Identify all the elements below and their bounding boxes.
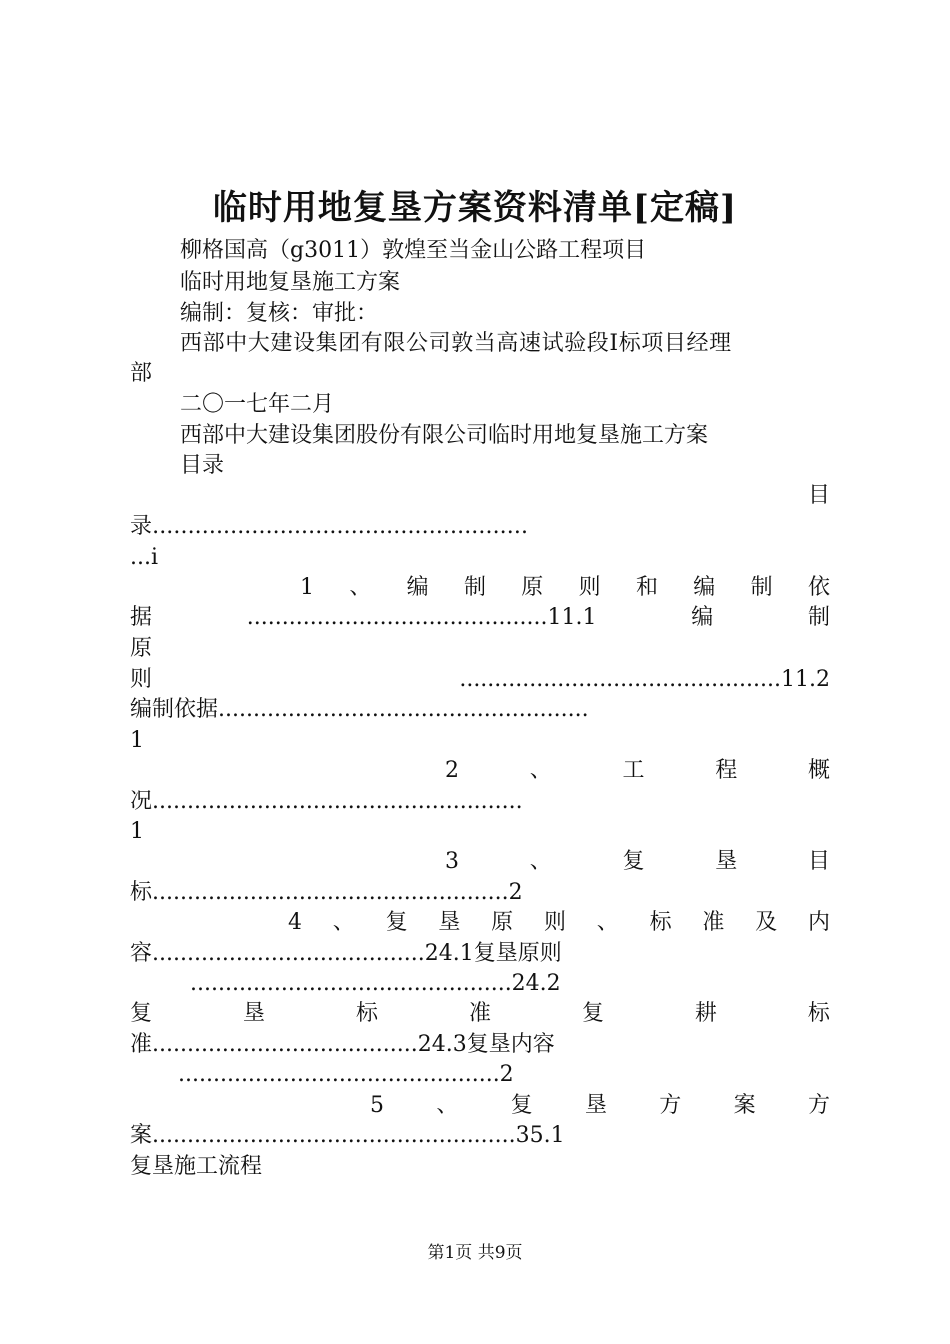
toc-token: 原 <box>491 910 514 935</box>
toc-token: 、 <box>349 575 372 600</box>
toc-entry-5-heading <box>370 1091 830 1121</box>
toc-token: 据 <box>130 605 153 630</box>
date-line: 二〇一七年二月 <box>180 392 335 417</box>
toc-entry-4-3: 准......................................24.3复垦内容 <box>130 1032 555 1057</box>
toc-token: 复 <box>510 1093 533 1118</box>
company-line-continued: 部 <box>130 361 153 386</box>
toc-token: 制 <box>807 605 830 630</box>
toc-token: 1 <box>300 575 314 600</box>
toc-token: 程 <box>715 758 738 783</box>
toc-token: 耕 <box>694 1001 717 1026</box>
toc-entry-1-leader <box>130 603 830 633</box>
toc-entry-3-heading <box>445 847 830 877</box>
toc-token: 标 <box>649 910 672 935</box>
toc-token: 、 <box>596 910 619 935</box>
toc-token: 垦 <box>242 1001 265 1026</box>
page-footer: 第1页 共9页 <box>427 1243 523 1263</box>
toc-token: 和 <box>635 575 658 600</box>
toc-entry-5-leader: 案....................................................35.1 <box>130 1123 565 1148</box>
toc-token: 复 <box>622 849 645 874</box>
approval-line: 编制：复核：审批： <box>180 301 379 326</box>
toc-token: 则 <box>543 910 566 935</box>
toc-token: 3 <box>445 849 459 874</box>
toc-line-6: 原 <box>130 636 153 661</box>
toc-entry-4-2-heading <box>130 999 830 1029</box>
toc-token: 复 <box>385 910 408 935</box>
toc-heading: 目录 <box>180 453 225 478</box>
toc-token: 准 <box>468 1001 491 1026</box>
toc-token: ...........................................11.1 <box>246 605 597 630</box>
toc-token: 、 <box>529 758 552 783</box>
toc-entry-4-3-leader: ..............................................2 <box>178 1062 514 1087</box>
toc-token: 制 <box>463 575 486 600</box>
toc-token: 工 <box>622 758 645 783</box>
toc-entry-1-heading <box>300 573 830 603</box>
toc-token: 垦 <box>584 1093 607 1118</box>
toc-token: 、 <box>332 910 355 935</box>
document-title: 临时用地复垦方案资料清单[定稿] <box>212 188 738 228</box>
toc-token: 案 <box>733 1093 756 1118</box>
toc-entry-2-leader: 况..................................................... <box>130 789 523 814</box>
toc-token: 方 <box>659 1093 682 1118</box>
toc-entry-4-1: 容.......................................24.1复垦原则 <box>130 941 562 966</box>
toc-token: 目 <box>807 849 830 874</box>
toc-line-1: 目 <box>807 483 830 508</box>
toc-token: 概 <box>807 758 830 783</box>
project-name-line: 柳格国高（g3011）敦煌至当金山公路工程项目 <box>180 238 647 263</box>
toc-token: 内 <box>807 910 830 935</box>
toc-token: 4 <box>288 910 302 935</box>
toc-token: 编 <box>406 575 429 600</box>
toc-entry-1-2: 编制依据..................................................... <box>130 697 589 722</box>
toc-token: 复 <box>130 1001 153 1026</box>
toc-token: 标 <box>355 1001 378 1026</box>
company-line: 西部中大建设集团有限公司敦当高速试验段Ⅰ标项目经理 <box>180 331 732 356</box>
toc-line-9: 1 <box>130 728 144 753</box>
toc-token: 编 <box>693 575 716 600</box>
toc-token: 原 <box>521 575 544 600</box>
toc-token: 制 <box>750 575 773 600</box>
toc-token: 复 <box>581 1001 604 1026</box>
toc-token: 则 <box>130 667 153 692</box>
toc-token: 编 <box>691 605 714 630</box>
toc-token: 垦 <box>438 910 461 935</box>
toc-token: 2 <box>445 758 459 783</box>
plan-name-line: 临时用地复垦施工方案 <box>180 270 401 295</box>
toc-entry-4-heading <box>288 908 830 938</box>
toc-entry-3-leader: 标...................................................2 <box>130 880 523 905</box>
toc-line-3: ...i <box>130 545 159 570</box>
toc-line-12: 1 <box>130 819 144 844</box>
toc-token: ..............................................11.2 <box>459 667 830 692</box>
toc-line-2: 录..................................................... <box>130 514 529 539</box>
toc-token: 标 <box>807 1001 830 1026</box>
toc-entry-2-heading <box>445 756 830 786</box>
toc-token: 及 <box>755 910 778 935</box>
toc-token: 垦 <box>715 849 738 874</box>
toc-token: 则 <box>578 575 601 600</box>
toc-token: 准 <box>702 910 725 935</box>
toc-token: 、 <box>529 849 552 874</box>
toc-token: 方 <box>807 1093 830 1118</box>
toc-token: 依 <box>807 575 830 600</box>
company-plan-line: 西部中大建设集团股份有限公司临时用地复垦施工方案 <box>180 423 709 448</box>
toc-token: 5 <box>370 1093 384 1118</box>
toc-entry-1-1 <box>130 665 830 695</box>
toc-entry-4-2-leader: ..............................................24.2 <box>190 971 561 996</box>
toc-entry-5-1: 复垦施工流程 <box>130 1154 263 1179</box>
toc-token: 、 <box>436 1093 459 1118</box>
